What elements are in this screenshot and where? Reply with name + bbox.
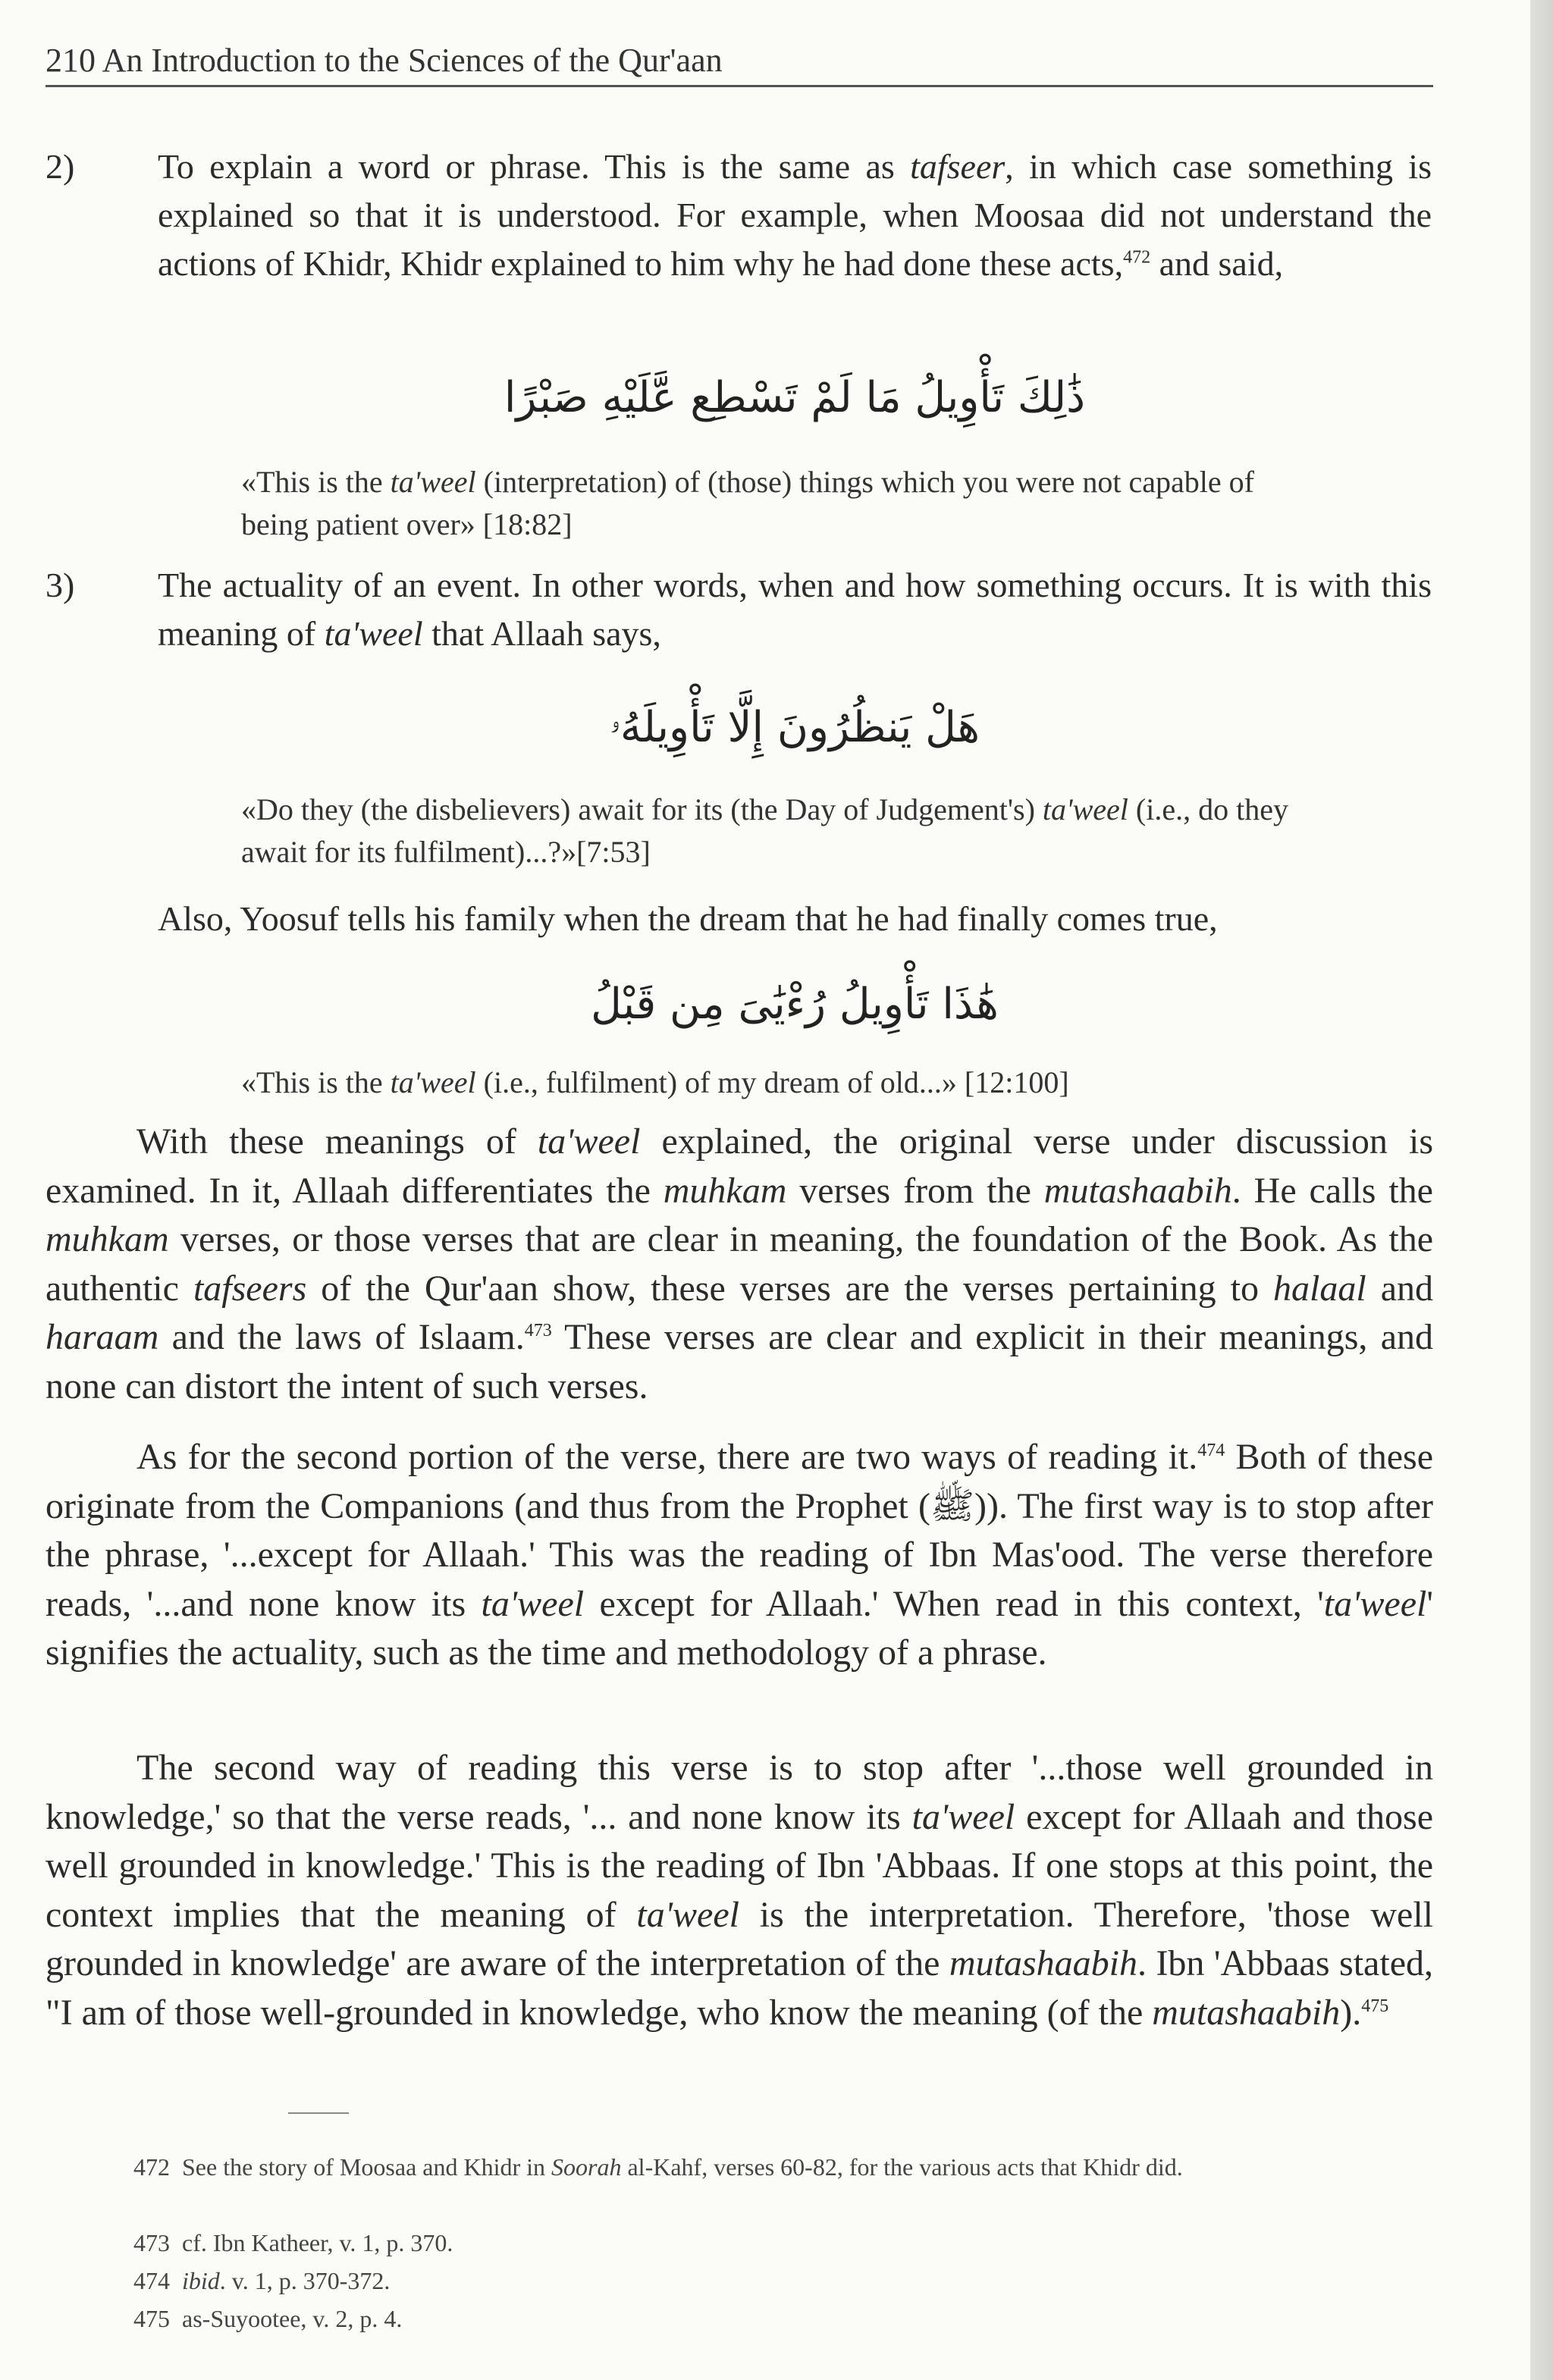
arabic-verse-1: ذَٰلِكَ تَأْوِيلُ مَا لَمْ تَسْطِع عَّلَيْهِ صَبْرًا xyxy=(504,373,1086,422)
list-item-2-text: To explain a word or phrase. This is the same as tafseer, in which case something is explained so that it is understood. For example, when Moosaa did not understand the actions of Khidr, Khidr explained to him why he had done these acts,$^{472}$ and said, xyxy=(158,147,1432,283)
footnote-ref-475[interactable]: 475 xyxy=(1361,1996,1389,2016)
running-header xyxy=(45,38,1433,87)
footnote-472: 472 See the story of Moosaa and Khidr in Soorah al-Kahf, verses 60-82, for the various acts that Khidr did. xyxy=(133,2153,1183,2181)
verse-1-translation: «This is the ta'weel (interpretation) of (those) things which you were not capable of being patient over» [18:82] xyxy=(241,465,1254,541)
list-item-3-text: The actuality of an event. In other words, when and how something occurs. It is with this meaning of ta'weel that Allaah says, xyxy=(158,566,1432,653)
footnote-475: 475 as-Suyootee, v. 2, p. 4. xyxy=(133,2305,403,2332)
page-edge-shadow xyxy=(1530,0,1553,2380)
arabic-verse-3: هَٰذَا تَأْوِيلُ رُءْيَٰىَ مِن قَبْلُ xyxy=(591,980,999,1029)
paragraph-1: With these meanings of ta'weel explained, the original verse under discussion is examined. In it, Allaah differentiates the muhkam verses from the mutashaabih. He calls the muhkam verses, or those verses that are clear in meaning, the foundation of the Book. As the authentic tafseers of the Qur'aan show, these verses are the verses pertaining to halaal and haraam and the laws of Islaam.$^{473}$ These verses are clear and explicit in their meanings, and none can distort the intent of such verses. xyxy=(45,1121,1433,1406)
list-number-3: 3) xyxy=(45,566,75,604)
verse-2-translation: «Do they (the disbelievers) await for its (the Day of Judgement's) ta'weel (i.e., do they await for its fulfilment)...?»[7:53] xyxy=(241,792,1288,869)
paragraph-2: As for the second portion of the verse, there are two ways of reading it.$^{474}$ Both of these originate from the Companions (and thus from the Prophet (ﷺ)). The first way is to stop after the phrase, '...except for Allaah.' This was the reading of Ibn Mas'ood. The verse therefore reads, '...and none know its ta'weel except for Allaah.' When read in this context, 'ta'weel' signifies the actuality, such as the time and methodology of a phrase. xyxy=(45,1437,1434,1673)
footnote-474: 474 ibid. v. 1, p. 370-372. xyxy=(133,2267,391,2294)
term-tafseer: tafseer xyxy=(910,147,1006,186)
footnote-ref-474[interactable]: 474 xyxy=(1197,1441,1225,1460)
page-number: 210 xyxy=(45,42,96,79)
footnote-ref-472[interactable]: 472 xyxy=(1123,247,1151,268)
book-title: An Introduction to the Sciences of the Qur'aan xyxy=(102,42,723,79)
footnote-473: 473 cf. Ibn Katheer, v. 1, p. 370. xyxy=(133,2229,453,2256)
also-line: Also, Yoosuf tells his family when the dream that he had finally comes true, xyxy=(158,899,1218,938)
footnote-ref-473[interactable]: 473 xyxy=(524,1321,552,1341)
footnote-divider xyxy=(288,2112,349,2114)
verse-3-translation: «This is the ta'weel (i.e., fulfilment) of my dream of old...» [12:100] xyxy=(241,1065,1069,1099)
arabic-verse-2: هَلْ يَنظُرُونَ إِلَّا تَأْوِيلَهُۥ xyxy=(609,703,980,752)
paragraph-3: The second way of reading this verse is to stop after '...those well grounded in knowledge,' so that the verse reads, '... and none know its ta'weel except for Allaah and those well grounded in knowledge.' This is the reading of Ibn 'Abbaas. If one stops at this point, the context implies that the meaning of ta'weel is the interpretation. Therefore, 'those well grounded in knowledge' are aware of the interpretation of the mutashaabih. Ibn 'Abbaas stated, "I am of those well-grounded in knowledge, who know the meaning (of the mutashaabih).$^{475}$ xyxy=(45,1748,1434,2033)
list-number-2: 2) xyxy=(45,147,75,186)
